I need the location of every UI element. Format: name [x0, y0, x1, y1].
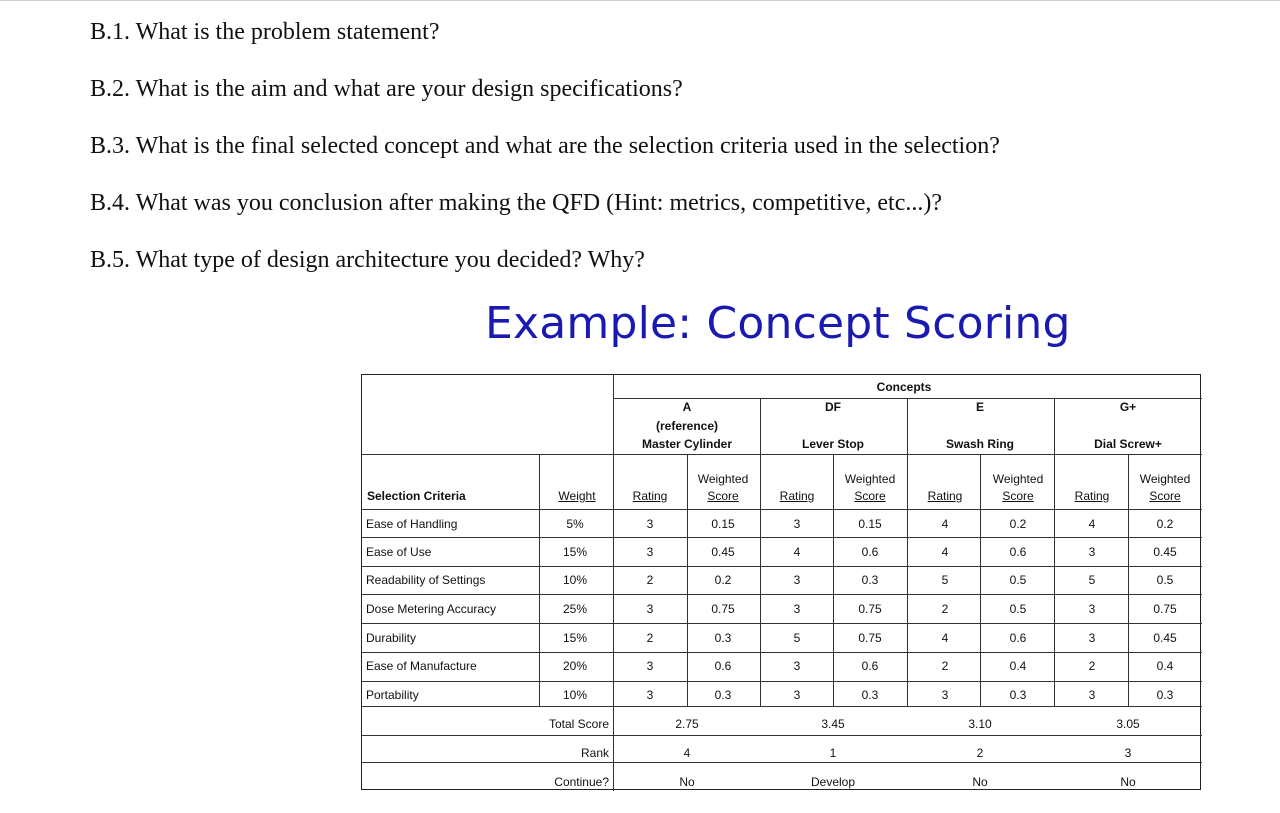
- rule-row-3: [362, 594, 1202, 595]
- rating-value: 3: [941, 688, 949, 702]
- summary-value: 2.75: [675, 717, 699, 731]
- rating-value: 4: [793, 545, 801, 559]
- header-weight: Weight: [558, 489, 596, 503]
- weighted-score-value: 0.3: [861, 688, 879, 702]
- concepts-label: Concepts: [876, 380, 932, 394]
- summary-value: 3.45: [821, 717, 845, 731]
- rating-value: 4: [1088, 517, 1096, 531]
- weighted-score-value: 0.45: [1153, 631, 1177, 645]
- rating-value: 2: [646, 573, 654, 587]
- weighted-score-value: 0.3: [1009, 688, 1027, 702]
- top-divider: [0, 0, 1280, 1]
- question-b3: B.3. What is the final selected concept and what are the selection criteria used in the selection?: [90, 133, 1000, 159]
- weighted-score-value: 0.5: [1009, 573, 1027, 587]
- rating-value: 3: [646, 688, 654, 702]
- col-rule-concept-g: [1054, 398, 1055, 706]
- summary-value: Develop: [810, 775, 856, 789]
- rule-criteria-end: [362, 706, 1202, 707]
- rating-value: 2: [941, 659, 949, 673]
- weighted-score-value: 0.3: [861, 573, 879, 587]
- criterion-label: Ease of Handling: [366, 517, 458, 531]
- rating-value: 3: [646, 602, 654, 616]
- weighted-score-value: 0.2: [714, 573, 732, 587]
- summary-value: 3.10: [968, 717, 992, 731]
- concept-name: Lever Stop: [801, 437, 865, 451]
- weighted-score-value: 0.75: [858, 631, 882, 645]
- header-weighted: Weighted: [992, 472, 1044, 486]
- rule-row-6: [362, 681, 1202, 682]
- weighted-score-value: 0.3: [1156, 688, 1174, 702]
- summary-value: 4: [683, 746, 691, 760]
- weighted-score-value: 0.6: [861, 659, 879, 673]
- summary-value: 1: [829, 746, 837, 760]
- summary-value: 3.05: [1116, 717, 1140, 731]
- rule-row-2: [362, 566, 1202, 567]
- rule-concept-names: [362, 454, 1202, 455]
- col-rule-score-2: [833, 454, 834, 706]
- concept-note: (reference): [655, 419, 719, 433]
- concept-letter: DF: [825, 400, 841, 414]
- criterion-label: Portability: [366, 688, 419, 702]
- col-rule-concept-df: [760, 398, 761, 706]
- header-rating: Rating: [632, 489, 668, 503]
- weighted-score-value: 0.6: [1009, 631, 1027, 645]
- summary-value: No: [679, 775, 695, 789]
- criterion-label: Durability: [366, 631, 417, 645]
- rating-value: 3: [793, 517, 801, 531]
- question-b4: B.4. What was you conclusion after making the QFD (Hint: metrics, competitive, etc...)?: [90, 190, 943, 216]
- rating-value: 3: [793, 573, 801, 587]
- concept-letter: E: [975, 400, 985, 414]
- weighted-score-value: 0.45: [711, 545, 735, 559]
- rating-value: 5: [793, 631, 801, 645]
- rating-value: 4: [941, 631, 949, 645]
- rule-row-5: [362, 652, 1202, 653]
- weighted-score-value: 0.6: [1009, 545, 1027, 559]
- weighted-score-value: 0.2: [1156, 517, 1174, 531]
- rating-value: 2: [941, 602, 949, 616]
- col-rule-score-3: [980, 454, 981, 706]
- summary-label: Rank: [580, 746, 609, 760]
- rating-value: 3: [1088, 631, 1096, 645]
- rating-value: 2: [646, 631, 654, 645]
- rating-value: 3: [646, 545, 654, 559]
- weighted-score-value: 0.6: [861, 545, 879, 559]
- question-b2: B.2. What is the aim and what are your design specifications?: [90, 76, 683, 102]
- question-b5: B.5. What type of design architecture you decided? Why?: [90, 247, 645, 273]
- weighted-score-value: 0.4: [1009, 659, 1027, 673]
- rating-value: 3: [1088, 545, 1096, 559]
- summary-value: No: [972, 775, 988, 789]
- header-weighted: Weighted: [844, 472, 896, 486]
- header-weighted: Weighted: [697, 472, 749, 486]
- header-score: Score: [854, 489, 886, 503]
- criterion-label: Ease of Manufacture: [366, 659, 477, 673]
- weight-value: 15%: [562, 631, 588, 645]
- criterion-label: Readability of Settings: [366, 573, 486, 587]
- rule-row-4: [362, 623, 1202, 624]
- rating-value: 5: [941, 573, 949, 587]
- header-weighted: Weighted: [1139, 472, 1191, 486]
- col-rule-score-1: [687, 454, 688, 706]
- rating-value: 3: [793, 602, 801, 616]
- concept-name: Dial Screw+: [1094, 437, 1162, 451]
- example-title: Example: Concept Scoring: [485, 298, 1071, 349]
- weighted-score-value: 0.75: [858, 602, 882, 616]
- col-rule-score-4: [1128, 454, 1129, 706]
- weight-value: 20%: [562, 659, 588, 673]
- rating-value: 4: [941, 517, 949, 531]
- weighted-score-value: 0.3: [714, 688, 732, 702]
- weighted-score-value: 0.15: [711, 517, 735, 531]
- col-rule-criteria: [539, 454, 540, 706]
- weight-value: 25%: [562, 602, 588, 616]
- rule-rank: [362, 762, 1202, 763]
- header-score: Score: [1002, 489, 1034, 503]
- summary-value: No: [1120, 775, 1136, 789]
- rating-value: 3: [1088, 688, 1096, 702]
- header-rating: Rating: [779, 489, 815, 503]
- weighted-score-value: 0.75: [711, 602, 735, 616]
- concept-letter: G+: [1119, 400, 1137, 414]
- summary-label: Continue?: [554, 775, 609, 789]
- rule-row-1: [362, 537, 1202, 538]
- weighted-score-value: 0.3: [714, 631, 732, 645]
- rule-header: [362, 509, 1202, 510]
- weight-value: 10%: [562, 573, 588, 587]
- weighted-score-value: 0.5: [1156, 573, 1174, 587]
- weighted-score-value: 0.75: [1153, 602, 1177, 616]
- concept-name: Master Cylinder: [641, 437, 733, 451]
- rating-value: 3: [793, 688, 801, 702]
- header-score: Score: [707, 489, 739, 503]
- weighted-score-value: 0.6: [714, 659, 732, 673]
- criterion-label: Ease of Use: [366, 545, 432, 559]
- header-selection-criteria: Selection Criteria: [367, 489, 466, 503]
- rating-value: 3: [793, 659, 801, 673]
- rating-value: 5: [1088, 573, 1096, 587]
- weighted-score-value: 0.4: [1156, 659, 1174, 673]
- concept-name: Swash Ring: [945, 437, 1015, 451]
- header-rating: Rating: [1074, 489, 1110, 503]
- summary-value: 2: [976, 746, 984, 760]
- rule-total: [362, 735, 1202, 736]
- rating-value: 3: [646, 659, 654, 673]
- weight-value: 10%: [562, 688, 588, 702]
- concept-scoring-table: [361, 374, 1201, 790]
- question-b1: B.1. What is the problem statement?: [90, 19, 440, 45]
- weight-value: 15%: [562, 545, 588, 559]
- summary-label: Total Score: [548, 717, 609, 731]
- rating-value: 3: [1088, 602, 1096, 616]
- criterion-label: Dose Metering Accuracy: [366, 602, 497, 616]
- header-rating: Rating: [927, 489, 963, 503]
- rating-value: 3: [646, 517, 654, 531]
- col-rule-weight: [613, 375, 614, 791]
- weighted-score-value: 0.45: [1153, 545, 1177, 559]
- header-score: Score: [1149, 489, 1181, 503]
- weighted-score-value: 0.5: [1009, 602, 1027, 616]
- rating-value: 4: [941, 545, 949, 559]
- weighted-score-value: 0.2: [1009, 517, 1027, 531]
- summary-value: 3: [1124, 746, 1132, 760]
- col-rule-concept-e: [907, 398, 908, 706]
- weighted-score-value: 0.15: [858, 517, 882, 531]
- weight-value: 5%: [566, 517, 584, 531]
- concept-letter: A: [682, 400, 692, 414]
- rating-value: 2: [1088, 659, 1096, 673]
